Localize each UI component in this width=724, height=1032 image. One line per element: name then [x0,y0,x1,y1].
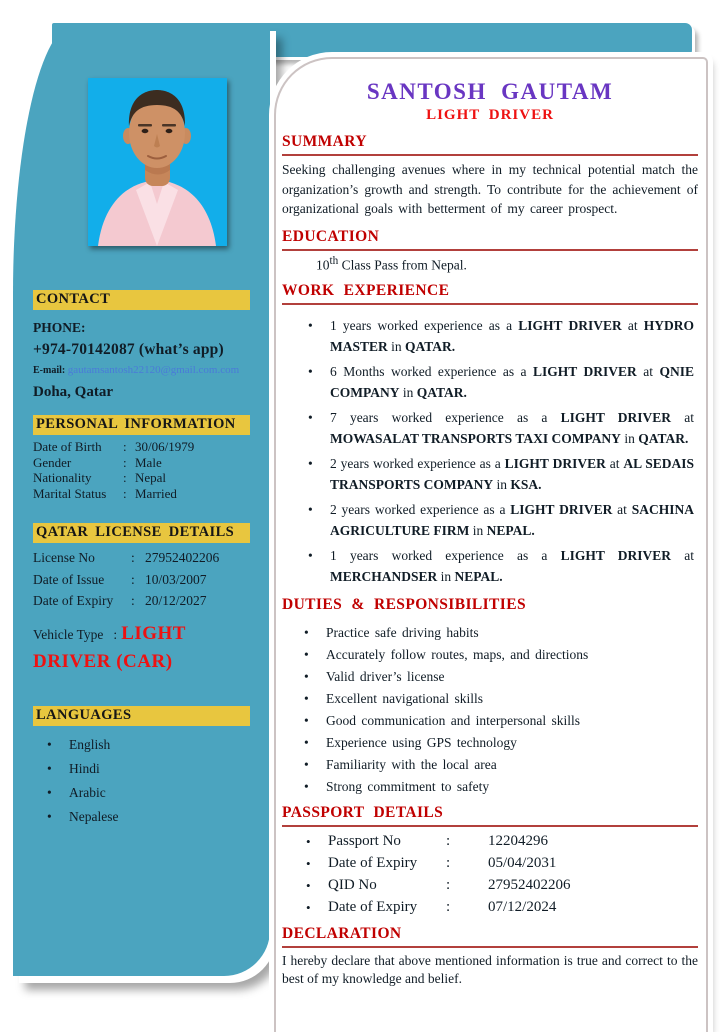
contact-heading: CONTACT [33,290,250,310]
detail-row: • Date of Expiry : 07/12/2024 [328,899,698,916]
passport-details-heading: PASSPORT DETAILS [282,804,698,827]
vehicle-type-colon: : [113,626,118,642]
work-experience-item: • 1 years worked experience as a LIGHT DRIVER at HYDRO MASTER in QATAR. [330,315,698,357]
detail-row: • Passport No : 12204296 [328,833,698,850]
list-item: • Familiarity with the local area [326,756,698,773]
email-line [33,364,270,376]
vehicle-type-line [33,620,261,676]
list-item: • Experience using GPS technology [326,734,698,751]
detail-row: Marital Status : Married [33,485,177,501]
declaration-heading: DECLARATION [282,925,698,948]
list-item: • English [69,736,270,754]
personal-info-rows [33,439,270,501]
email-label: E-mail: [33,365,66,376]
summary-heading: SUMMARY [282,133,698,156]
work-experience-item: • 6 Months worked experience as a LIGHT DRIVER at QNIE COMPANY in QATAR. [330,361,698,403]
languages-heading: LANGUAGES [33,706,250,726]
work-experience-item: • 2 years worked experience as a LIGHT DRIVER at AL SEDAIS TRANSPORTS COMPANY in KSA. [330,453,698,495]
license-rows [33,547,270,612]
sidebar [13,24,270,976]
work-experience-item: • 7 years worked experience as a LIGHT DRIVER at MOWASALAT TRANSPORTS TAXI COMPANY in QATAR. [330,407,698,449]
list-item: • Practice safe driving habits [326,624,698,641]
work-experience-heading: WORK EXPERIENCE [282,282,698,305]
location-text: Doha, Qatar [33,384,113,400]
education-line [316,255,698,274]
vehicle-type-label: Vehicle Type [33,626,104,642]
duties-heading: DUTIES & RESPONSIBILITIES [282,596,526,613]
detail-row: • QID No : 27952402206 [328,877,698,894]
summary-text: Seeking challenging avenues where in my technical potential match the organization’s growth and strength. To contribute for the achievement of organizational goals with betterment of my career prospect. [282,162,698,216]
education-grade-text: Class Pass from Nepal. [338,257,467,272]
detail-row: Date of Expiry : 20/12/2027 [33,593,207,608]
personal-info-heading: PERSONAL INFORMATION [33,415,250,435]
work-experience-item: • 2 years worked experience as a LIGHT DRIVER at SACHINA AGRICULTURE FIRM in NEPAL. [330,499,698,541]
list-item: • Valid driver’s license [326,668,698,685]
candidate-title: LIGHT DRIVER [426,107,554,123]
email-address: gautamsantosh22120@gmail.com.com [67,364,240,376]
detail-row: • Date of Expiry : 05/04/2031 [328,855,698,872]
work-experience-item: • 1 years worked experience as a LIGHT DRIVER at MERCHANDSER in NEPAL. [330,545,698,587]
license-heading: QATAR LICENSE DETAILS [33,523,250,543]
profile-photo [88,78,227,246]
main-content-card [274,57,708,1032]
detail-row: Nationality : Nepal [33,470,167,485]
list-item: • Excellent navigational skills [326,690,698,707]
education-grade-ordinal: th [329,254,339,267]
list-item: • Nepalese [69,808,270,826]
phone-number: +974-70142087 (what’s app) [33,341,224,358]
detail-row: Date of Issue : 10/03/2007 [33,571,207,587]
passport-rows [282,833,698,916]
list-item: • Good communication and interpersonal skills [326,712,698,729]
phone-label: PHONE: [33,320,86,335]
languages-list [33,736,270,826]
list-item: • Accurately follow routes, maps, and directions [326,646,698,663]
declaration-text: I hereby declare that above mentioned information is true and correct to the best of my knowledge and belief. [282,953,698,986]
vehicle-type-value: LIGHT DRIVER (CAR) [33,622,186,672]
education-heading: EDUCATION [282,228,698,251]
list-item: • Arabic [69,784,270,802]
work-experience-list [282,315,698,587]
list-item: • Hindi [69,760,270,778]
candidate-name: SANTOSH GAUTAM [366,79,614,104]
list-item: • Strong commitment to safety [326,778,698,795]
duties-list [282,624,698,795]
detail-row: License No : 27952402206 [33,550,220,565]
detail-row: Gender : Male [33,454,162,470]
education-grade-number: 10 [316,257,330,272]
portrait-illustration [88,78,227,246]
detail-row: Date of Birth : 30/06/1979 [33,439,195,454]
